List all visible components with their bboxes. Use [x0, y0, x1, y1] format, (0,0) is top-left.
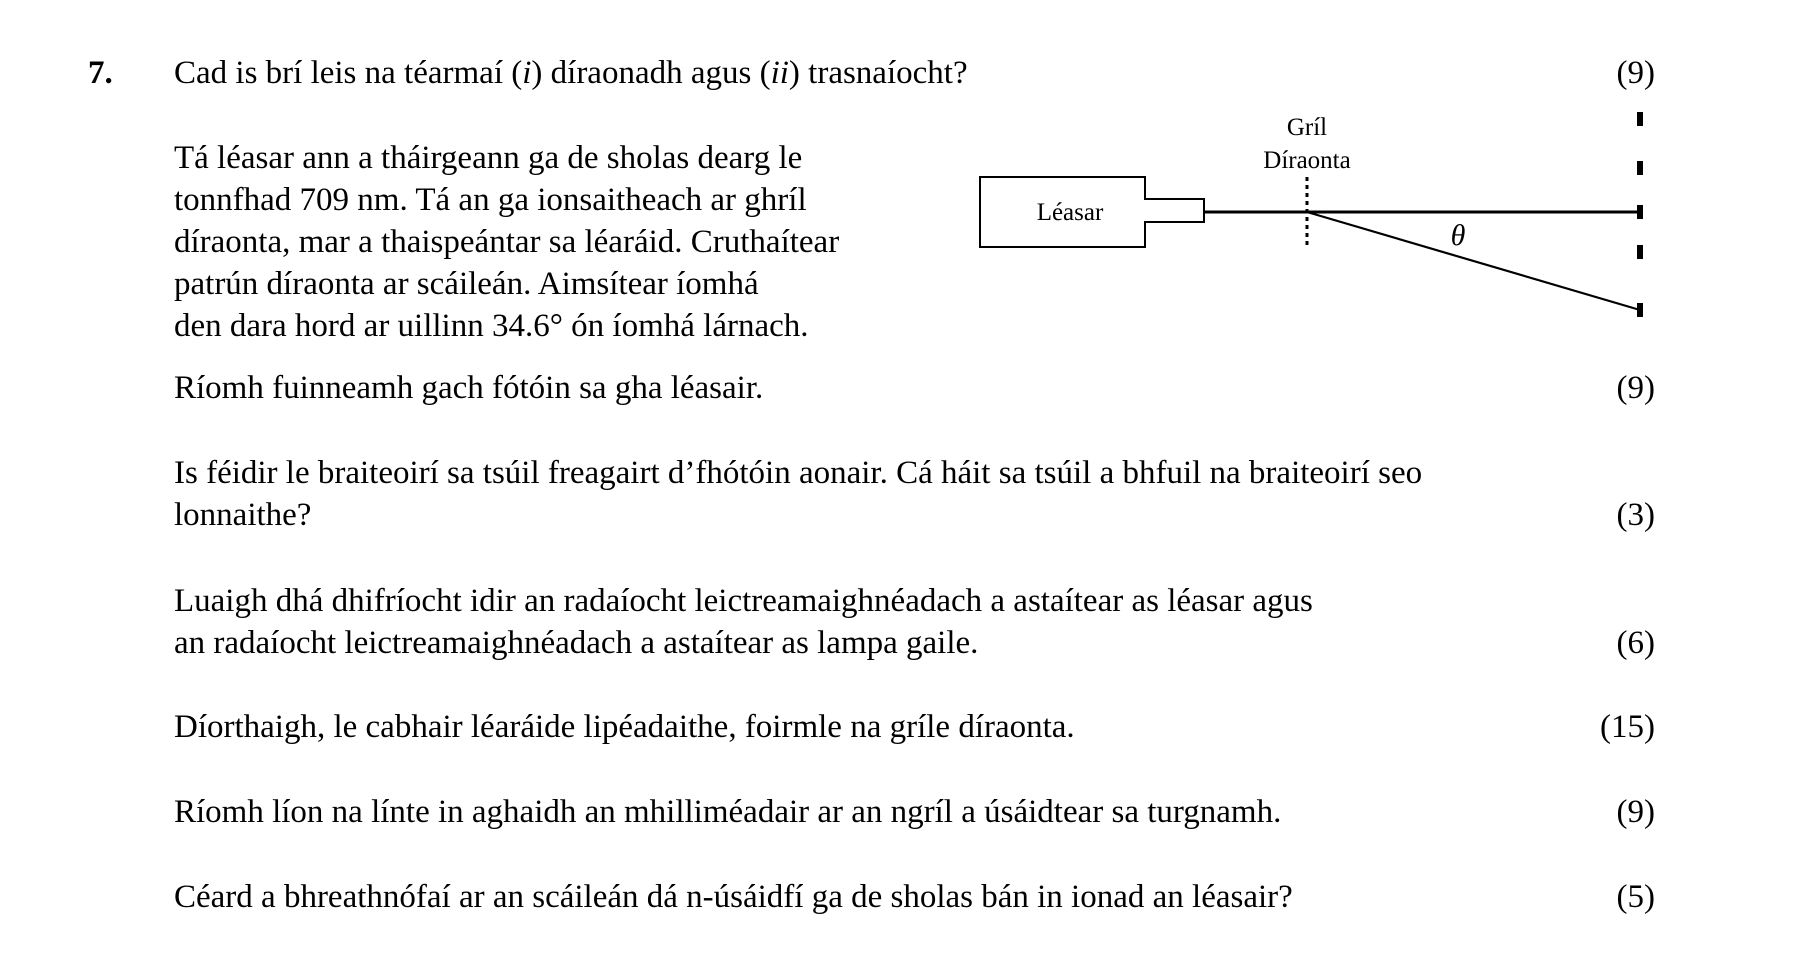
question-part-1 [174, 52, 968, 94]
marks-part-1: (9) [1616, 55, 1655, 91]
part-1-prefix: Cad is brí leis na téarmaí ( [174, 55, 523, 91]
part-1-mid: ) díraonadh agus ( [531, 55, 771, 91]
scenario-line: díraonta, mar a thaispeántar sa léaráid. Cruthaítear [174, 224, 840, 260]
marks-part-2: (9) [1616, 370, 1655, 406]
grating-label-line2: Díraonta [1263, 147, 1351, 174]
diffraction-diagram [960, 95, 1680, 345]
question-number: 7. [88, 55, 113, 91]
laser-label: Léasar [1036, 199, 1104, 226]
scenario-line: den dara hord ar uillinn 34.6° ón íomhá lárnach. [174, 308, 809, 344]
question-part-3-line2: lonnaithe? [174, 497, 312, 533]
grating-label-line1: Gríl [1286, 114, 1328, 141]
scenario-line: patrún díraonta ar scáileán. Aimsítear íomhá [174, 266, 759, 302]
term-2-label: ii [770, 55, 789, 91]
marks-part-6: (9) [1616, 794, 1655, 830]
question-part-7: Céard a bhreathnófaí ar an scáileán dá n-úsáidfí ga de sholas bán in ionad an léasair? [174, 879, 1293, 915]
diffracted-beam [1307, 212, 1640, 310]
marks-part-4: (6) [1616, 625, 1655, 661]
screen-markers [1637, 112, 1643, 317]
question-part-5: Díorthaigh, le cabhair léaráide lipéadaithe, foirmle na gríle díraonta. [174, 709, 1075, 745]
part-1-suffix: ) trasnaíocht? [788, 55, 968, 91]
question-part-3-line1: Is féidir le braiteoirí sa tsúil freagairt d’fhótóin aonair. Cá háit sa tsúil a bhfuil na braiteoirí seo [174, 455, 1423, 491]
question-part-4-line1: Luaigh dhá dhifríocht idir an radaíocht leictreamaighnéadach a astaítear as léasar agus [174, 583, 1313, 619]
scenario-line: Tá léasar ann a tháirgeann ga de sholas dearg le [174, 140, 803, 176]
term-1-label: i [522, 55, 532, 91]
marks-part-3: (3) [1616, 497, 1655, 533]
question-part-6: Ríomh líon na línte in aghaidh an mhilliméadair ar an ngríl a úsáidtear sa turgnamh. [174, 794, 1282, 830]
question-part-2: Ríomh fuinneamh gach fótóin sa gha léasair. [174, 370, 764, 406]
marks-part-5: (15) [1600, 709, 1655, 745]
question-part-4-line2: an radaíocht leictreamaighnéadach a astaítear as lampa gaile. [174, 625, 979, 661]
scenario-paragraph [174, 137, 954, 347]
marks-part-7: (5) [1616, 879, 1655, 915]
angle-theta-label: θ [1450, 219, 1466, 252]
scenario-line: tonnfhad 709 nm. Tá an ga ionsaitheach ar ghríl [174, 182, 807, 218]
